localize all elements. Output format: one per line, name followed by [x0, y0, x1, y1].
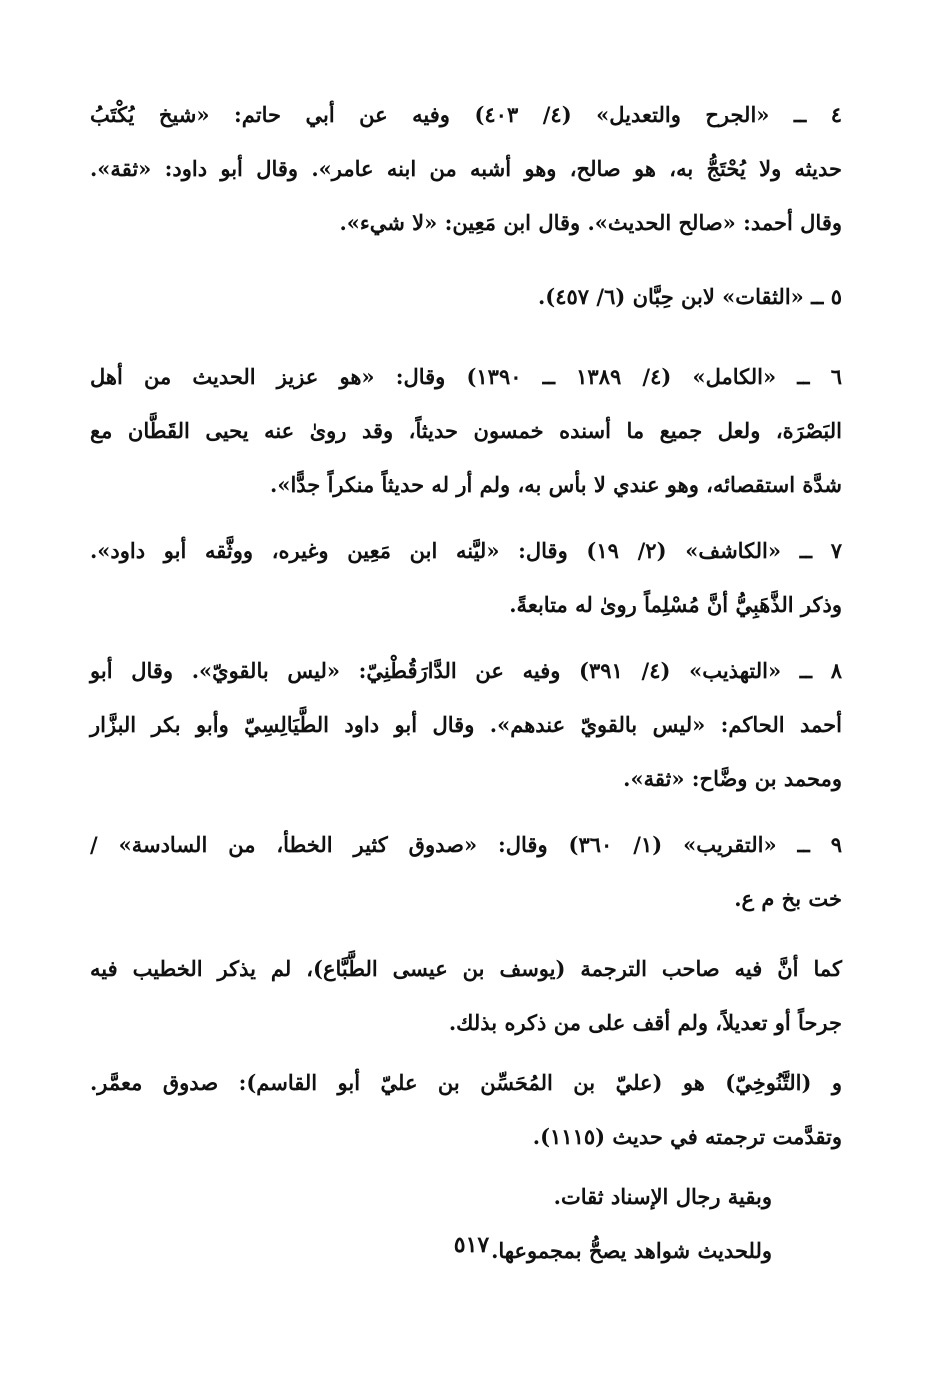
page-number: ٥١٧ [453, 1232, 490, 1258]
text-line: ٦ ــ «الكامل» (٤/ ١٣٨٩ ــ ١٣٩٠) وقال: «هو عزيز الحديث من أهل [90, 364, 842, 389]
body-paragraph-tanukhi [90, 1056, 842, 1164]
body-paragraph-tabba [90, 942, 842, 1050]
text-line: ٧ ــ «الكاشف» (٢/ ١٩) وقال: «ليَّنه ابن مَعِين وغيره، ووثَّقه أبو داود». [90, 538, 842, 563]
text-line: ٨ ــ «التهذيب» (٤/ ٣٩١) وفيه عن الدَّارَقُطْنِيّ: «ليس بالقويّ». وقال أبو [90, 658, 842, 683]
text-line: البَصْرَة، ولعل جميع ما أسنده خمسون حديثاً، وقد روىٰ عنه يحيى القَطَّان مع [90, 418, 842, 443]
text-line: أحمد الحاكم: «ليس بالقويّ عندهم». وقال أبو داود الطَّيَالِسِيّ وأبو بكر البزَّار [90, 712, 842, 737]
text-line: ٤ ــ «الجرح والتعديل» (٤/ ٤٠٣) وفيه عن أبي حاتم: «شيخ يُكْتَبُ [90, 102, 843, 127]
text-line: خت بخ م ع. [734, 886, 842, 911]
text-line: جرحاً أو تعديلاً، ولم أقف على من ذكره بذلك. [448, 1010, 842, 1035]
text-line: ومحمد بن وضَّاح: «ثقة». [623, 766, 842, 791]
text-line: ٩ ــ «التقريب» (١/ ٣٦٠) وقال: «صدوق كثير الخطأ، من السادسة» / [90, 832, 843, 857]
closing-remarks [90, 1170, 842, 1278]
text-line: وبقية رجال الإسناد ثقات. [553, 1184, 772, 1209]
text-line: وقال أحمد: «صالح الحديث». وقال ابن مَعِين: «لا شيء». [339, 210, 842, 235]
text-line: وذكر الذَّهَبِيُّ أنَّ مُسْلِماً روىٰ له متابعةً. [509, 592, 842, 617]
text-line: شدَّة استقصائه، وهو عندي لا بأس به، ولم أر له حديثاً منكراً جدًّا». [270, 472, 842, 497]
footnote-entry-7 [90, 524, 842, 632]
footnote-entry-9 [90, 818, 842, 926]
text-line: حديثه ولا يُحْتَجُّ به، هو صالح، وهو أشبه من ابنه عامر». وقال أبو داود: «ثقة». [90, 156, 842, 181]
footnote-entry-5 [90, 270, 842, 324]
page-content [90, 88, 842, 1278]
text-line: ٥ ــ «الثقات» لابن حِبَّان (٦/ ٤٥٧). [538, 284, 842, 309]
text-line: و (التَّنُوخِيّ) هو (عليّ بن المُحَسِّن بن عليّ أبو القاسم): صدوق معمَّر. [90, 1070, 842, 1095]
text-line: وللحديث شواهد يصحُّ بمجموعها. [491, 1238, 772, 1263]
text-line: كما أنَّ فيه صاحب الترجمة (يوسف بن عيسى الطَّبَّاع)، لم يذكر الخطيب فيه [90, 956, 842, 981]
text-line: وتقدَّمت ترجمته في حديث (١١١٥). [532, 1124, 842, 1149]
footnote-entry-4 [90, 88, 842, 250]
footnote-entry-8 [90, 644, 842, 806]
footnote-entry-6 [90, 350, 842, 512]
